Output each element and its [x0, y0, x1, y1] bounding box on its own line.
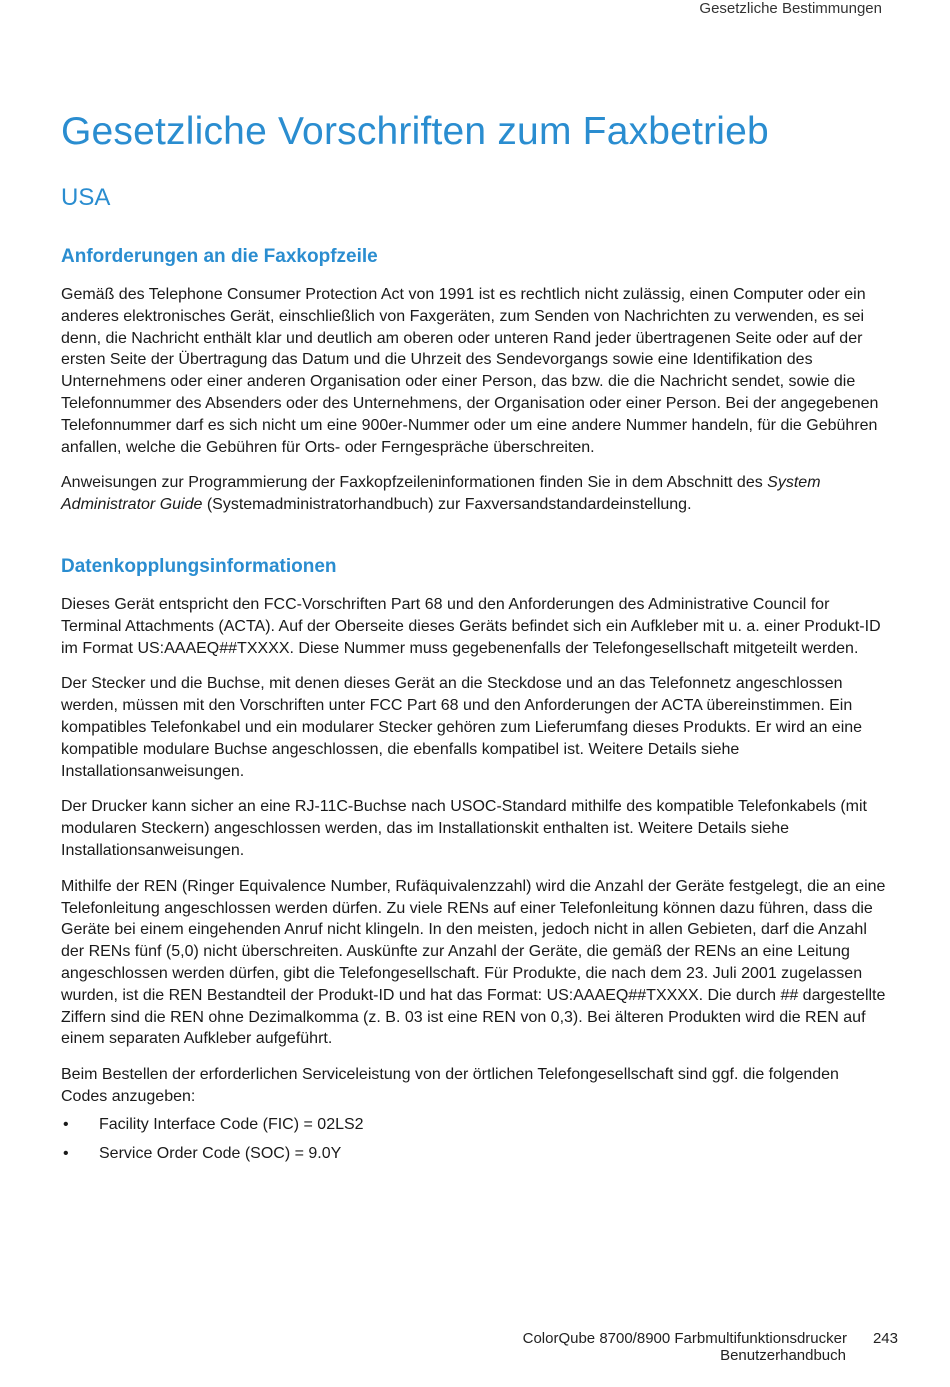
list-item-text: Service Order Code (SOC) = 9.0Y [99, 1144, 342, 1162]
page-footer [523, 1330, 898, 1364]
footer-doc-type: Benutzerhandbuch [720, 1347, 846, 1364]
list-item [61, 1114, 889, 1136]
guide-title: System Administrator Guide [61, 474, 821, 514]
running-header: Gesetzliche Bestimmungen [699, 0, 882, 17]
paragraph: Dieses Gerät entspricht den FCC-Vorschriften Part 68 und den Anforderungen des Administrative Council for Terminal Attachments (ACTA). Auf der Oberseite dieses Geräts befindet sich ein Aufkleber mit u. a. einer Produkt-ID im Format US:AAAEQ##TXXXX. Diese Nummer muss gegebenenfalls der Telefongesellschaft mitgeteilt werden. [61, 595, 881, 657]
page-content [61, 110, 889, 1171]
paragraph-text: Anweisungen zur Programmierung der Faxkopfzeileninformationen finden Sie in dem Abschnitt des [61, 474, 768, 492]
paragraph: Der Stecker und die Buchse, mit denen dieses Gerät an die Steckdose und an das Telefonnetz angeschlossen werden, müssen mit den Vorschriften unter FCC Part 68 und den Anforderungen der ACTA übereinstimmen. Ein kompatibles Telefonkabel und ein modularer Stecker gehören zum Lieferumfang dieses Produkts. Er wird an eine kompatible modulare Buchse angeschlossen, die ebenfalls kompatibel ist. Weitere Details siehe Installationsanweisungen. [61, 675, 863, 780]
footer-product: ColorQube 8700/8900 Farbmultifunktionsdrucker [522, 1330, 847, 1347]
list-item-text: Facility Interface Code (FIC) = 02LS2 [99, 1115, 364, 1133]
paragraph: Der Drucker kann sicher an eine RJ-11C-Buchse nach USOC-Standard mithilfe des kompatible Telefonkabels (mit modularen Steckern) angeschlossen werden, das im Installationskit enthalten ist. Weitere Details siehe Installationsanweisungen. [61, 798, 867, 859]
code-list [61, 1114, 889, 1165]
paragraph: Gemäß des Telephone Consumer Protection Act von 1991 ist es rechtlich nicht zulässig, einen Computer oder ein anderes elektronisches Gerät, einschließlich von Faxgeräten, zum Senden von Nachrichten zu verwenden, es sei denn, die Nachricht enthält klar und deutlich am oberen oder unteren Rand jeder übertragenen Seite oder auf der ersten Seite der Übertragung das Datum und die Uhrzeit des Sendevorgangs sowie eine Identifikation des Unternehmens oder einer anderen Organisation oder einer Person, das bzw. die die Nachricht sendet, sowie die Telefonnummer des Absenders oder des Unternehmens, der Organisation oder einer Person. Bei der angegebenen Telefonnummer darf es sich nicht um eine 900er-Nummer oder um eine andere Nummer handeln, für die Gebühren anfallen, welche die Gebühren für Orts- oder Ferngespräche überschreiten. [61, 286, 879, 456]
page-title: Gesetzliche Vorschriften zum Faxbetrieb [61, 110, 769, 153]
bullet-icon: • [63, 1144, 69, 1162]
section-heading-data-coupling: Datenkopplungsinformationen [61, 555, 337, 577]
paragraph-text: (Systemadministratorhandbuch) zur Faxversandstandardeinstellung. [202, 496, 692, 514]
paragraph-with-reference [61, 472, 889, 516]
paragraph: Beim Bestellen der erforderlichen Serviceleistung von der örtlichen Telefongesellschaft sind ggf. die folgenden Codes anzugeben: [61, 1066, 839, 1105]
section-heading-fax-header: Anforderungen an die Faxkopfzeile [61, 246, 378, 267]
page-number: 243 [872, 1330, 898, 1347]
country-heading: USA [61, 184, 111, 211]
paragraph: Mithilfe der REN (Ringer Equivalence Number, Rufäquivalenzzahl) wird die Anzahl der Geräte festgelegt, die an eine Telefonleitung angeschlossen werden dürfen. Zu viele RENs auf einer Telefonleitung können dazu führen, dass die Geräte bei einem eingehenden Anruf nicht klingeln. In den meisten, jedoch nicht in allen Gebieten, darf die Anzahl der RENs fünf (5,0) nicht überschreiten. Auskünfte zur Anzahl der Geräte, die gemäß der RENs an eine Leitung angeschlossen werden dürfen, gibt die Telefongesellschaft. Für Produkte, die nach dem 23. Juli 2001 zugelassen wurden, ist die REN Bestandteil der Produkt-ID und hat das Format: US:AAAEQ##TXXXX. Die durch ## dargestellte Ziffern sind die REN ohne Dezimalkomma (z. B. 03 ist eine REN von 0,3). Bei älteren Produkten wird die REN auf einem separaten Aufkleber aufgeführt. [61, 877, 886, 1048]
bullet-icon: • [63, 1115, 69, 1133]
list-item [61, 1143, 889, 1165]
